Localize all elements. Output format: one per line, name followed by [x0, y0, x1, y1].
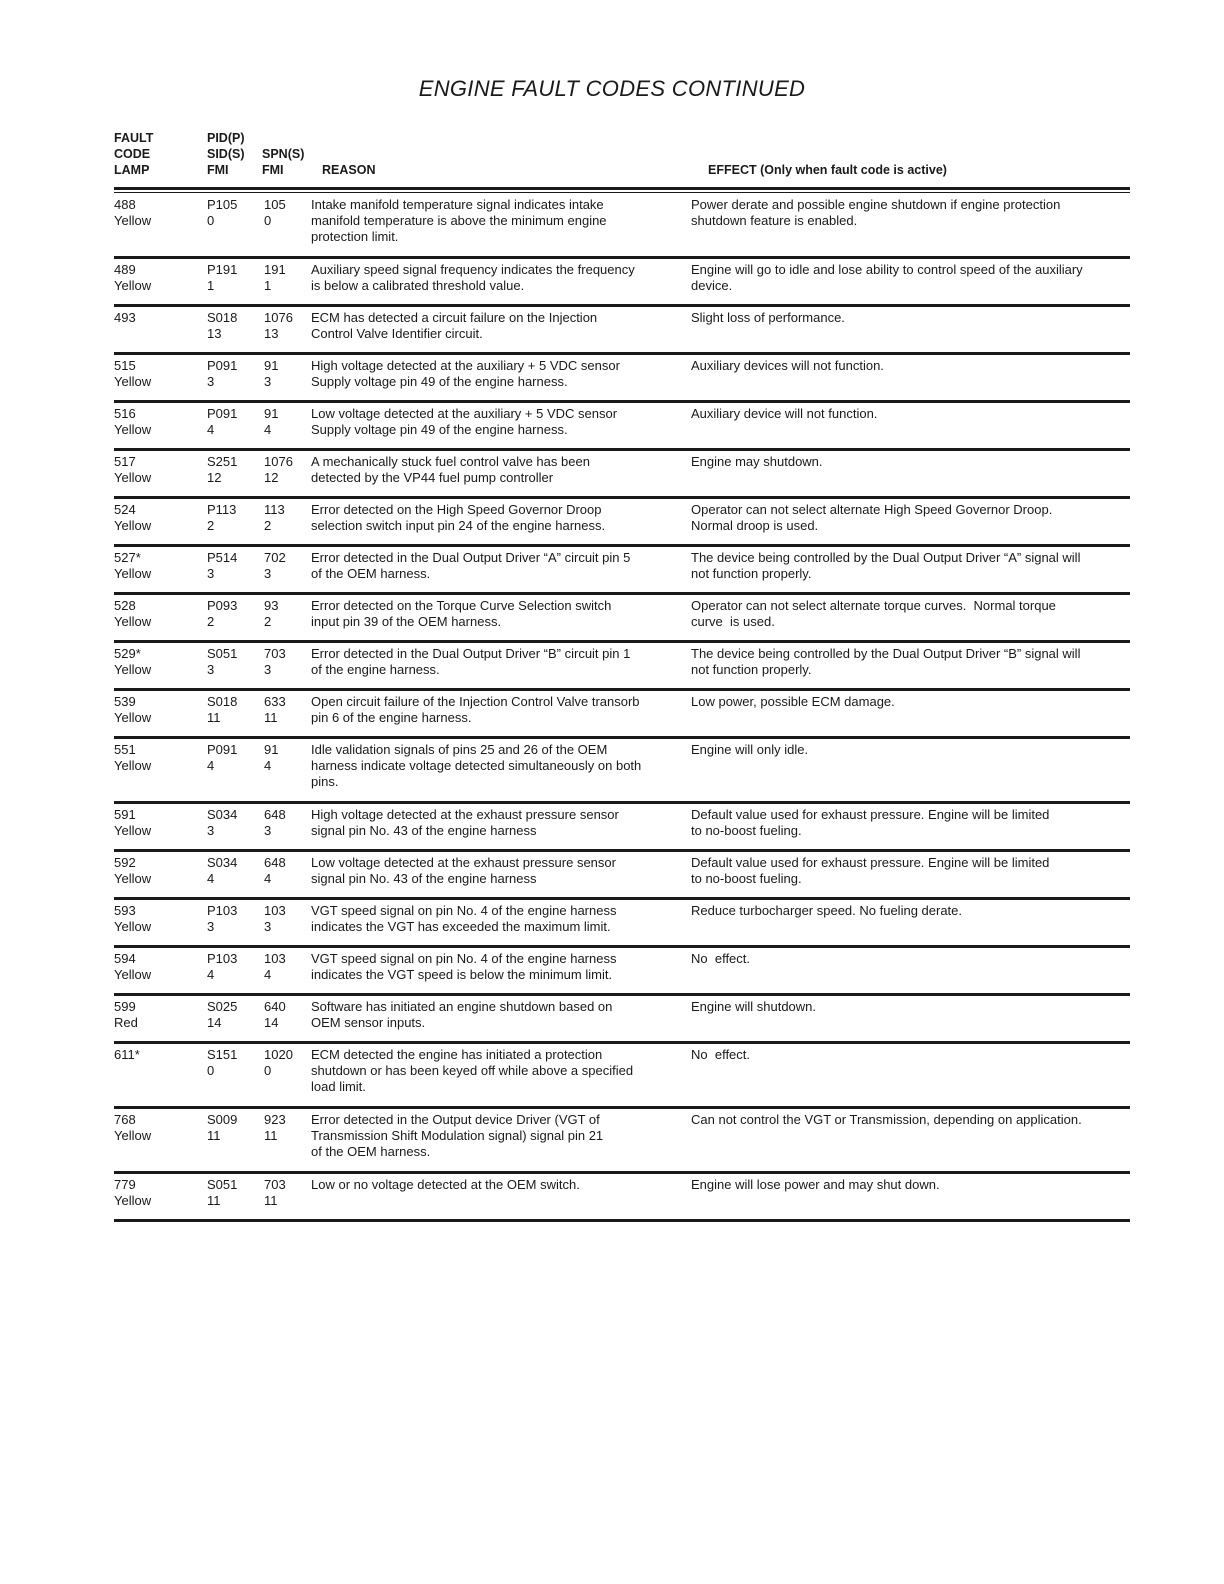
page-title: ENGINE FAULT CODES CONTINUED: [418, 76, 806, 101]
table-row: [114, 1044, 1130, 1109]
pid-sid-cell: S034 4: [207, 855, 238, 887]
table-row: [114, 499, 1130, 547]
header-fault-code-lamp: FAULT CODE LAMP: [114, 131, 154, 177]
reason-cell: Auxiliary speed signal frequency indicates the frequency is below a calibrated threshold value.: [311, 262, 635, 294]
fault-code-table: [114, 194, 1130, 1222]
spn-cell: 703 3: [264, 646, 286, 678]
fault-code-cell: 551 Yellow: [114, 742, 152, 774]
fault-code-cell: 593 Yellow: [114, 903, 152, 935]
pid-sid-cell: P103 3: [207, 903, 238, 935]
spn-cell: 91 3: [264, 358, 279, 390]
reason-cell: Software has initiated an engine shutdown based on OEM sensor inputs.: [311, 999, 613, 1031]
pid-sid-cell: P113 2: [207, 502, 237, 534]
fault-code-cell: 527* Yellow: [114, 550, 152, 582]
reason-cell: Idle validation signals of pins 25 and 26 of the OEM harness indicate voltage detected simultaneously on both pins.: [311, 742, 642, 790]
reason-cell: Open circuit failure of the Injection Control Valve transorb pin 6 of the engine harness.: [311, 694, 640, 726]
table-row: [114, 259, 1130, 307]
spn-cell: 703 11: [264, 1177, 286, 1209]
reason-cell: Low voltage detected at the exhaust pressure sensor signal pin No. 43 of the engine harness: [311, 855, 616, 887]
effect-cell: Power derate and possible engine shutdown if engine protection shutdown feature is enabled.: [691, 197, 1061, 229]
fault-code-cell: 592 Yellow: [114, 855, 152, 887]
table-row: [114, 194, 1130, 259]
header-rule: [114, 187, 1130, 190]
spn-cell: 113 2: [264, 502, 285, 534]
table-row: [114, 691, 1130, 739]
spn-cell: 633 11: [264, 694, 286, 726]
spn-cell: 648 3: [264, 807, 286, 839]
table-row: [114, 1109, 1130, 1174]
pid-sid-cell: P091 4: [207, 742, 238, 774]
table-row: [114, 307, 1130, 355]
fault-code-cell: 591 Yellow: [114, 807, 152, 839]
pid-sid-cell: P191 1: [207, 262, 238, 294]
pid-sid-cell: S051 3: [207, 646, 238, 678]
pid-sid-cell: P103 4: [207, 951, 238, 983]
pid-sid-cell: S151 0: [207, 1047, 238, 1079]
effect-cell: Default value used for exhaust pressure. Engine will be limited to no-boost fueling.: [691, 855, 1050, 887]
fault-code-cell: 779 Yellow: [114, 1177, 152, 1209]
effect-cell: Engine will lose power and may shut down.: [691, 1177, 940, 1192]
pid-sid-cell: P091 3: [207, 358, 238, 390]
reason-cell: Low voltage detected at the auxiliary + 5 VDC sensor Supply voltage pin 49 of the engine harness.: [311, 406, 618, 438]
spn-cell: 1020 0: [264, 1047, 293, 1079]
effect-cell: Operator can not select alternate torque curves. Normal torque curve is used.: [691, 598, 1056, 630]
spn-cell: 105 0: [264, 197, 286, 229]
table-header: [114, 130, 1130, 180]
spn-cell: 640 14: [264, 999, 286, 1031]
header-effect: EFFECT (Only when fault code is active): [708, 163, 947, 177]
fault-code-cell: 594 Yellow: [114, 951, 152, 983]
spn-cell: 103 3: [264, 903, 286, 935]
fault-code-cell: 528 Yellow: [114, 598, 152, 630]
fault-code-cell: 611*: [114, 1047, 140, 1062]
table-row: [114, 547, 1130, 595]
spn-cell: 103 4: [264, 951, 286, 983]
reason-cell: VGT speed signal on pin No. 4 of the engine harness indicates the VGT speed is below the minimum limit.: [311, 951, 617, 983]
header-rule-thin: [114, 192, 1130, 193]
effect-cell: Engine may shutdown.: [691, 454, 823, 469]
effect-cell: Slight loss of performance.: [691, 310, 845, 325]
spn-cell: 702 3: [264, 550, 286, 582]
effect-cell: No effect.: [691, 1047, 751, 1062]
effect-cell: Auxiliary devices will not function.: [691, 358, 884, 373]
table-row: [114, 595, 1130, 643]
pid-sid-cell: P091 4: [207, 406, 238, 438]
table-row: [114, 451, 1130, 499]
table-row: [114, 804, 1130, 852]
spn-cell: 923 11: [264, 1112, 286, 1144]
table-row: [114, 355, 1130, 403]
fault-code-cell: 493: [114, 310, 136, 325]
table-row: [114, 996, 1130, 1044]
spn-cell: 93 2: [264, 598, 279, 630]
effect-cell: Default value used for exhaust pressure. Engine will be limited to no-boost fueling.: [691, 807, 1050, 839]
reason-cell: Error detected on the High Speed Governor Droop selection switch input pin 24 of the engine harness.: [311, 502, 606, 534]
spn-cell: 648 4: [264, 855, 286, 887]
fault-code-cell: 768 Yellow: [114, 1112, 152, 1144]
table-row: [114, 739, 1130, 804]
fault-code-cell: 517 Yellow: [114, 454, 152, 486]
pid-sid-cell: P093 2: [207, 598, 238, 630]
pid-sid-cell: S018 13: [207, 310, 238, 342]
pid-sid-cell: S051 11: [207, 1177, 238, 1209]
effect-cell: No effect.: [691, 951, 751, 966]
pid-sid-cell: P105 0: [207, 197, 238, 229]
reason-cell: High voltage detected at the auxiliary + 5 VDC sensor Supply voltage pin 49 of the engine harness.: [311, 358, 620, 390]
pid-sid-cell: S009 11: [207, 1112, 238, 1144]
effect-cell: Engine will go to idle and lose ability to control speed of the auxiliary device.: [691, 262, 1083, 294]
header-pid-sid-fmi: PID(P) SID(S) FMI: [207, 131, 245, 177]
fault-code-cell: 515 Yellow: [114, 358, 152, 390]
spn-cell: 191 1: [264, 262, 286, 294]
table-row: [114, 900, 1130, 948]
spn-cell: 1076 12: [264, 454, 293, 486]
spn-cell: 1076 13: [264, 310, 293, 342]
reason-cell: High voltage detected at the exhaust pressure sensor signal pin No. 43 of the engine harness: [311, 807, 619, 839]
effect-cell: Operator can not select alternate High Speed Governor Droop. Normal droop is used.: [691, 502, 1053, 534]
fault-code-cell: 516 Yellow: [114, 406, 152, 438]
header-spn-fmi: SPN(S) FMI: [262, 147, 305, 177]
table-row: [114, 643, 1130, 691]
fault-code-cell: 489 Yellow: [114, 262, 152, 294]
effect-cell: The device being controlled by the Dual Output Driver “B” signal will not function properly.: [691, 646, 1081, 678]
pid-sid-cell: S251 12: [207, 454, 238, 486]
table-row: [114, 1174, 1130, 1222]
reason-cell: A mechanically stuck fuel control valve has been detected by the VP44 fuel pump controller: [311, 454, 590, 486]
fault-code-cell: 529* Yellow: [114, 646, 152, 678]
effect-cell: Reduce turbocharger speed. No fueling derate.: [691, 903, 963, 918]
spn-cell: 91 4: [264, 742, 279, 774]
effect-cell: Engine will shutdown.: [691, 999, 817, 1014]
reason-cell: ECM detected the engine has initiated a protection shutdown or has been keyed off while above a specified load limit.: [311, 1047, 634, 1095]
fault-code-cell: 524 Yellow: [114, 502, 152, 534]
effect-cell: Can not control the VGT or Transmission, depending on application.: [691, 1112, 1082, 1127]
reason-cell: VGT speed signal on pin No. 4 of the engine harness indicates the VGT has exceeded the maximum limit.: [311, 903, 617, 935]
effect-cell: The device being controlled by the Dual Output Driver “A” signal will not function properly.: [691, 550, 1081, 582]
reason-cell: ECM has detected a circuit failure on the Injection Control Valve Identifier circuit.: [311, 310, 598, 342]
fault-code-cell: 488 Yellow: [114, 197, 152, 229]
effect-cell: Low power, possible ECM damage.: [691, 694, 895, 709]
spn-cell: 91 4: [264, 406, 279, 438]
header-reason: REASON: [322, 163, 376, 177]
reason-cell: Error detected in the Output device Driver (VGT of Transmission Shift Modulation signal) signal pin 21 of the OEM harness.: [311, 1112, 604, 1160]
table-row: [114, 852, 1130, 900]
effect-cell: Auxiliary device will not function.: [691, 406, 878, 421]
fault-code-cell: 539 Yellow: [114, 694, 152, 726]
reason-cell: Error detected on the Torque Curve Selection switch input pin 39 of the OEM harness.: [311, 598, 612, 630]
table-row: [114, 403, 1130, 451]
reason-cell: Error detected in the Dual Output Driver “B” circuit pin 1 of the engine harness.: [311, 646, 631, 678]
pid-sid-cell: S018 11: [207, 694, 238, 726]
effect-cell: Engine will only idle.: [691, 742, 809, 757]
reason-cell: Intake manifold temperature signal indicates intake manifold temperature is above the minimum engine protection limit.: [311, 197, 607, 245]
pid-sid-cell: S034 3: [207, 807, 238, 839]
pid-sid-cell: P514 3: [207, 550, 238, 582]
table-row: [114, 948, 1130, 996]
pid-sid-cell: S025 14: [207, 999, 238, 1031]
reason-cell: Error detected in the Dual Output Driver “A” circuit pin 5 of the OEM harness.: [311, 550, 631, 582]
fault-code-cell: 599 Red: [114, 999, 138, 1031]
reason-cell: Low or no voltage detected at the OEM switch.: [311, 1177, 580, 1192]
